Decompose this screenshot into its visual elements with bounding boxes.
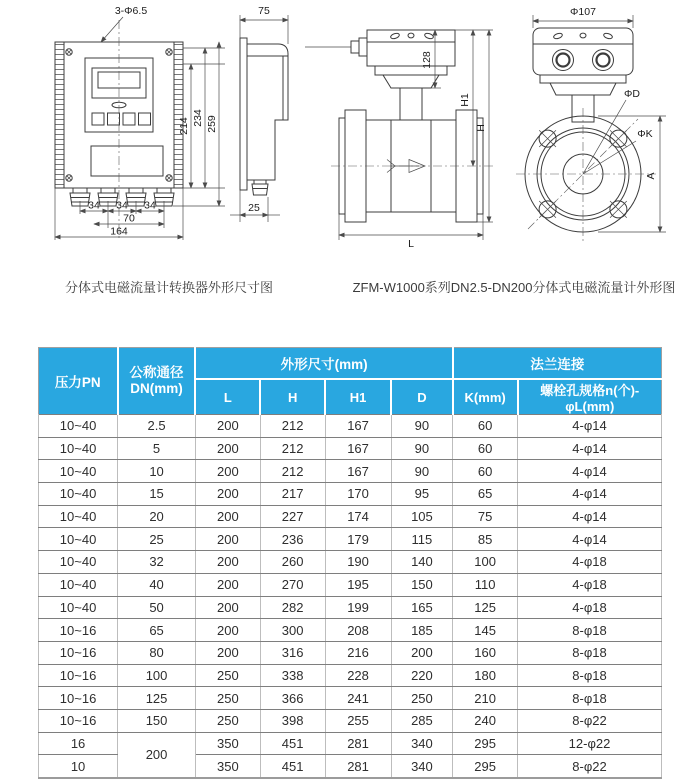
cell-k: 60 (453, 415, 518, 438)
dim-label-128: 128 (421, 51, 433, 69)
cell-l: 200 (195, 641, 260, 664)
cell-pn: 10~16 (39, 641, 118, 664)
table-row (39, 483, 662, 506)
side-profile-outline (240, 38, 288, 195)
cell-pn: 10~40 (39, 528, 118, 551)
cell-dn: 5 (118, 437, 196, 460)
header-dn-line1: 公称通径 (129, 365, 184, 381)
flowmeter-end-view-svg (508, 2, 693, 250)
panel-button (123, 113, 135, 125)
cell-k: 60 (453, 437, 518, 460)
cell-k: 65 (453, 483, 518, 506)
table-row (39, 505, 662, 528)
cell-pn: 10~40 (39, 415, 118, 438)
table-row (39, 709, 662, 732)
dimension-lines (230, 15, 288, 222)
table-body (39, 415, 662, 779)
header-dn-line2: DN(mm) (130, 381, 183, 396)
flowmeter-side-view-drawing (303, 2, 508, 250)
cell-h: 338 (260, 664, 325, 687)
transmitter-side-view-svg (228, 2, 303, 244)
cell-bolt: 4-φ14 (518, 483, 662, 506)
table-row (39, 573, 662, 596)
cell-h1: 199 (325, 596, 391, 619)
flowmeter-outline (305, 30, 483, 222)
cell-h1: 208 (325, 619, 391, 642)
cell-d: 285 (391, 709, 453, 732)
cell-bolt: 8-φ22 (518, 709, 662, 732)
cell-pn: 10~16 (39, 709, 118, 732)
cell-bolt: 4-φ18 (518, 596, 662, 619)
cell-d: 90 (391, 437, 453, 460)
cell-dn: 10 (118, 460, 196, 483)
sensor-neck (400, 88, 422, 120)
caption-transmitter: 分体式电磁流量计转换器外形尺寸图 (64, 280, 273, 295)
dim-label-d: ΦD (624, 88, 640, 100)
dim-label-214: 214 (178, 117, 190, 135)
dim-label-34b: 34 (116, 199, 128, 212)
junction-box-front (533, 28, 633, 75)
cell-k: 100 (453, 551, 518, 574)
cell-pn: 10~40 (39, 437, 118, 460)
cell-dn: 40 (118, 573, 196, 596)
panel-button (139, 113, 151, 125)
cell-bolt: 12-φ22 (518, 732, 662, 755)
dim-label-25: 25 (248, 202, 260, 214)
transmitter-front-view-drawing (35, 2, 235, 244)
cell-k: 125 (453, 596, 518, 619)
cell-bolt: 8-φ18 (518, 664, 662, 687)
cell-d: 250 (391, 687, 453, 710)
cell-h1: 170 (325, 483, 391, 506)
cell-k: 295 (453, 755, 518, 778)
table-row (39, 528, 662, 551)
cell-h: 451 (260, 732, 325, 755)
cell-d: 220 (391, 664, 453, 687)
cell-pn: 10~40 (39, 573, 118, 596)
cell-pn: 10~40 (39, 551, 118, 574)
cell-pn: 16 (39, 732, 118, 755)
panel-button (108, 113, 120, 125)
cell-k: 160 (453, 641, 518, 664)
cell-pn: 10 (39, 755, 118, 778)
cell-dn: 25 (118, 528, 196, 551)
dim-label-70: 70 (123, 212, 135, 225)
table-row (39, 551, 662, 574)
dim-label-164: 164 (110, 225, 128, 238)
flowmeter-end-view-drawing (508, 2, 693, 250)
table-row (39, 460, 662, 483)
cell-d: 140 (391, 551, 453, 574)
header-h: H (260, 379, 325, 415)
cell-d: 90 (391, 415, 453, 438)
cell-l: 200 (195, 483, 260, 506)
cell-pn: 10~16 (39, 664, 118, 687)
dim-label-holes: 3-Φ6.5 (114, 5, 148, 17)
transmitter-front-view-svg (35, 2, 235, 244)
cell-bolt: 4-φ18 (518, 551, 662, 574)
table-row (39, 664, 662, 687)
dimension-lines (55, 17, 225, 240)
cell-pn: 10~16 (39, 619, 118, 642)
cell-h: 366 (260, 687, 325, 710)
cell-h1: 167 (325, 415, 391, 438)
cell-h: 451 (260, 755, 325, 778)
header-dn (118, 348, 196, 415)
cell-h1: 167 (325, 437, 391, 460)
cell-pn: 10~40 (39, 483, 118, 506)
cell-d: 165 (391, 596, 453, 619)
cell-k: 60 (453, 460, 518, 483)
cell-l: 200 (195, 437, 260, 460)
cell-l: 200 (195, 596, 260, 619)
cell-pn: 10~40 (39, 460, 118, 483)
cell-h: 212 (260, 437, 325, 460)
cell-bolt: 4-φ18 (518, 573, 662, 596)
cell-h: 236 (260, 528, 325, 551)
cell-h1: 167 (325, 460, 391, 483)
header-l: L (195, 379, 260, 415)
cell-k: 75 (453, 505, 518, 528)
table-row (39, 641, 662, 664)
cell-l: 200 (195, 528, 260, 551)
dim-label-34c: 34 (144, 199, 156, 212)
cell-dn: 65 (118, 619, 196, 642)
cell-bolt: 4-φ14 (518, 460, 662, 483)
flowmeter-side-view-svg (303, 2, 508, 250)
header-d: D (391, 379, 453, 415)
nameplate (91, 146, 163, 176)
cell-dn: 80 (118, 641, 196, 664)
cell-d: 185 (391, 619, 453, 642)
dim-label-k: ΦK (637, 128, 653, 140)
cell-h: 270 (260, 573, 325, 596)
cell-d: 115 (391, 528, 453, 551)
panel-button (92, 113, 104, 125)
cell-l: 350 (195, 755, 260, 778)
dim-label-75: 75 (258, 5, 270, 17)
cell-h1: 255 (325, 709, 391, 732)
table-row (39, 415, 662, 438)
cell-h: 398 (260, 709, 325, 732)
cell-d: 340 (391, 732, 453, 755)
table-row (39, 619, 662, 642)
header-flange-group: 法兰连接 (453, 348, 662, 380)
cell-k: 295 (453, 732, 518, 755)
header-dims-group: 外形尺寸(mm) (195, 348, 452, 380)
cell-l: 350 (195, 732, 260, 755)
cell-h1: 190 (325, 551, 391, 574)
cell-dn: 100 (118, 664, 196, 687)
cell-d: 150 (391, 573, 453, 596)
cell-h1: 241 (325, 687, 391, 710)
table-header (39, 348, 662, 415)
cell-h1: 195 (325, 573, 391, 596)
caption-flowmeter: ZFM-W1000系列DN2.5-DN200分体式电磁流量计外形图 (352, 280, 676, 295)
header-bolt: 螺栓孔规格n(个)-φL(mm) (518, 379, 662, 415)
dim-label-l: L (408, 238, 414, 250)
cell-bolt: 4-φ14 (518, 528, 662, 551)
cell-h1: 228 (325, 664, 391, 687)
cell-pn: 10~16 (39, 687, 118, 710)
table-row (39, 732, 662, 755)
cell-k: 240 (453, 709, 518, 732)
cell-d: 200 (391, 641, 453, 664)
cell-h1: 281 (325, 755, 391, 778)
cell-dn: 125 (118, 687, 196, 710)
cell-bolt: 4-φ14 (518, 415, 662, 438)
header-pressure: 压力PN (39, 348, 118, 415)
table-row (39, 596, 662, 619)
cell-k: 145 (453, 619, 518, 642)
dimension-lines (339, 30, 493, 240)
cell-dn: 15 (118, 483, 196, 506)
cell-h: 316 (260, 641, 325, 664)
cell-h: 212 (260, 415, 325, 438)
cell-l: 250 (195, 664, 260, 687)
cell-h: 212 (260, 460, 325, 483)
cell-l: 250 (195, 709, 260, 732)
cell-pn: 10~40 (39, 596, 118, 619)
table-row (39, 687, 662, 710)
cell-h1: 281 (325, 732, 391, 755)
cell-h: 260 (260, 551, 325, 574)
cell-bolt: 8-φ18 (518, 687, 662, 710)
cell-d: 340 (391, 755, 453, 778)
cell-d: 105 (391, 505, 453, 528)
cell-l: 200 (195, 573, 260, 596)
cell-dn: 2.5 (118, 415, 196, 438)
dim-label-107: Φ107 (570, 6, 596, 18)
cell-h1: 216 (325, 641, 391, 664)
cell-l: 200 (195, 505, 260, 528)
cell-dn: 150 (118, 709, 196, 732)
cell-bolt: 8-φ22 (518, 755, 662, 778)
cell-d: 95 (391, 483, 453, 506)
cell-l: 200 (195, 619, 260, 642)
cell-bolt: 4-φ14 (518, 437, 662, 460)
cell-h: 282 (260, 596, 325, 619)
dim-label-h1: H1 (459, 93, 471, 107)
dim-label-234: 234 (192, 109, 204, 127)
cell-h1: 174 (325, 505, 391, 528)
header-h1: H1 (325, 379, 391, 415)
junction-box (367, 30, 455, 66)
dimension-lines (533, 15, 666, 232)
cell-l: 250 (195, 687, 260, 710)
transmitter-side-view-drawing (228, 2, 303, 244)
cell-dn: 200 (118, 732, 196, 778)
cell-bolt: 8-φ18 (518, 641, 662, 664)
cell-k: 85 (453, 528, 518, 551)
dimension-spec-table (38, 347, 662, 779)
cell-bolt: 4-φ14 (518, 505, 662, 528)
cell-h: 217 (260, 483, 325, 506)
cell-dn: 32 (118, 551, 196, 574)
cell-k: 210 (453, 687, 518, 710)
cell-h: 300 (260, 619, 325, 642)
cell-l: 200 (195, 551, 260, 574)
cell-h: 227 (260, 505, 325, 528)
cell-d: 90 (391, 460, 453, 483)
header-k: K(mm) (453, 379, 518, 415)
dim-label-34a: 34 (88, 199, 100, 212)
k-leader-line (583, 141, 636, 174)
cell-bolt: 8-φ18 (518, 619, 662, 642)
cell-k: 180 (453, 664, 518, 687)
cell-k: 110 (453, 573, 518, 596)
cell-pn: 10~40 (39, 505, 118, 528)
cell-h1: 179 (325, 528, 391, 551)
dim-label-259: 259 (206, 115, 218, 133)
cell-l: 200 (195, 415, 260, 438)
table-row (39, 437, 662, 460)
cell-dn: 20 (118, 505, 196, 528)
dim-label-a: A (645, 172, 657, 180)
cell-l: 200 (195, 460, 260, 483)
cell-dn: 50 (118, 596, 196, 619)
dim-label-h: H (475, 124, 487, 132)
